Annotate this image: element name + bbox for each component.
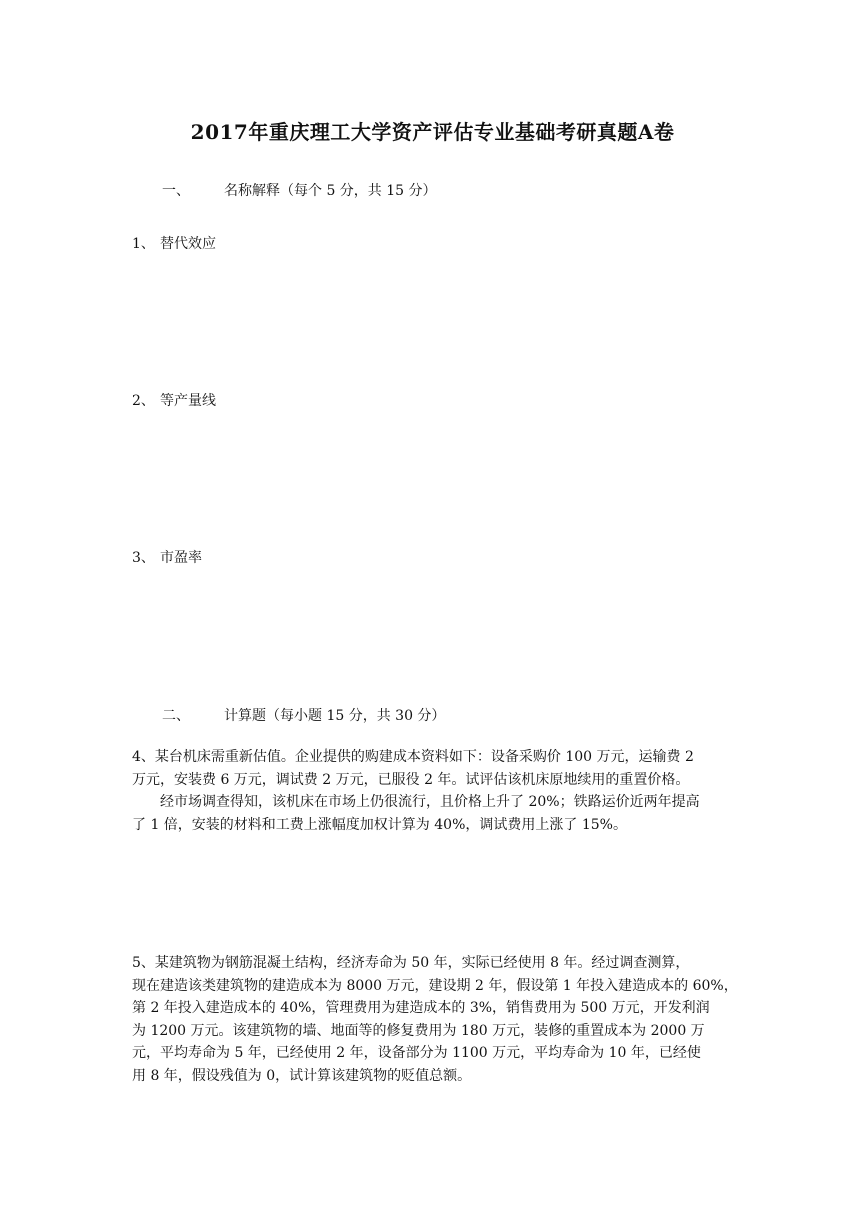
section-1-title: 名称解释（每个 5 分，共 15 分） bbox=[224, 183, 437, 199]
item-text: 市盈率 bbox=[160, 550, 202, 566]
question-5-line: 第 2 年投入建造成本的 40%，管理费用为建造成本的 3%，销售费用为 500 万元，开发利润 bbox=[132, 1000, 710, 1016]
list-item bbox=[132, 547, 202, 567]
section-1-heading bbox=[162, 180, 437, 200]
question-5-line: 为 1200 万元。该建筑物的墙、地面等的修复费用为 180 万元，装修的重置成本为 2000 万 bbox=[132, 1022, 705, 1039]
question-5-line: 现在建造该类建筑物的建造成本为 8000 万元，建设期 2 年，假设第 1 年投入建造成本的 60%， bbox=[132, 977, 738, 994]
item-text: 替代效应 bbox=[160, 236, 216, 252]
question-5-line: 用 8 年，假设残值为 0，试计算该建筑物的贬值总额。 bbox=[132, 1067, 472, 1084]
list-item bbox=[132, 233, 216, 253]
item-text: 等产量线 bbox=[160, 393, 216, 409]
section-2-heading bbox=[162, 705, 445, 725]
question-5 bbox=[132, 952, 738, 1087]
question-4-line: 4、某台机床需重新估值。企业提供的购建成本资料如下：设备采购价 100 万元，运输费 2 bbox=[132, 749, 694, 765]
question-4 bbox=[132, 746, 738, 836]
question-4-line: 了 1 倍，安装的材料和工费上涨幅度加权计算为 40%，调试费用上涨了 15%。 bbox=[132, 816, 627, 833]
question-5-line: 5、某建筑物为钢筋混凝土结构，经济寿命为 50 年，实际已经使用 8 年。经过调查测算， bbox=[132, 955, 690, 971]
section-2-number: 二、 bbox=[162, 708, 190, 724]
question-4-line: 万元，安装费 6 万元，调试费 2 万元，已服役 2 年。试评估该机床原地续用的重置价格。 bbox=[132, 771, 690, 788]
item-index: 1、 bbox=[132, 236, 155, 252]
question-5-line: 元，平均寿命为 5 年，已经使用 2 年，设备部分为 1100 万元，平均寿命为 10 年，已经使 bbox=[132, 1045, 701, 1061]
section-2-title: 计算题（每小题 15 分，共 30 分） bbox=[224, 708, 446, 724]
question-4-line: 经市场调查得知，该机床在市场上仍很流行，且价格上升了 20%；铁路运价近两年提高 bbox=[160, 794, 700, 810]
item-index: 2、 bbox=[132, 393, 155, 409]
list-item bbox=[132, 390, 216, 410]
section-1-number: 一、 bbox=[162, 183, 190, 199]
document-title: 2017年重庆理工大学资产评估专业基础考研真题A卷 bbox=[190, 120, 675, 144]
item-index: 3、 bbox=[132, 550, 155, 566]
